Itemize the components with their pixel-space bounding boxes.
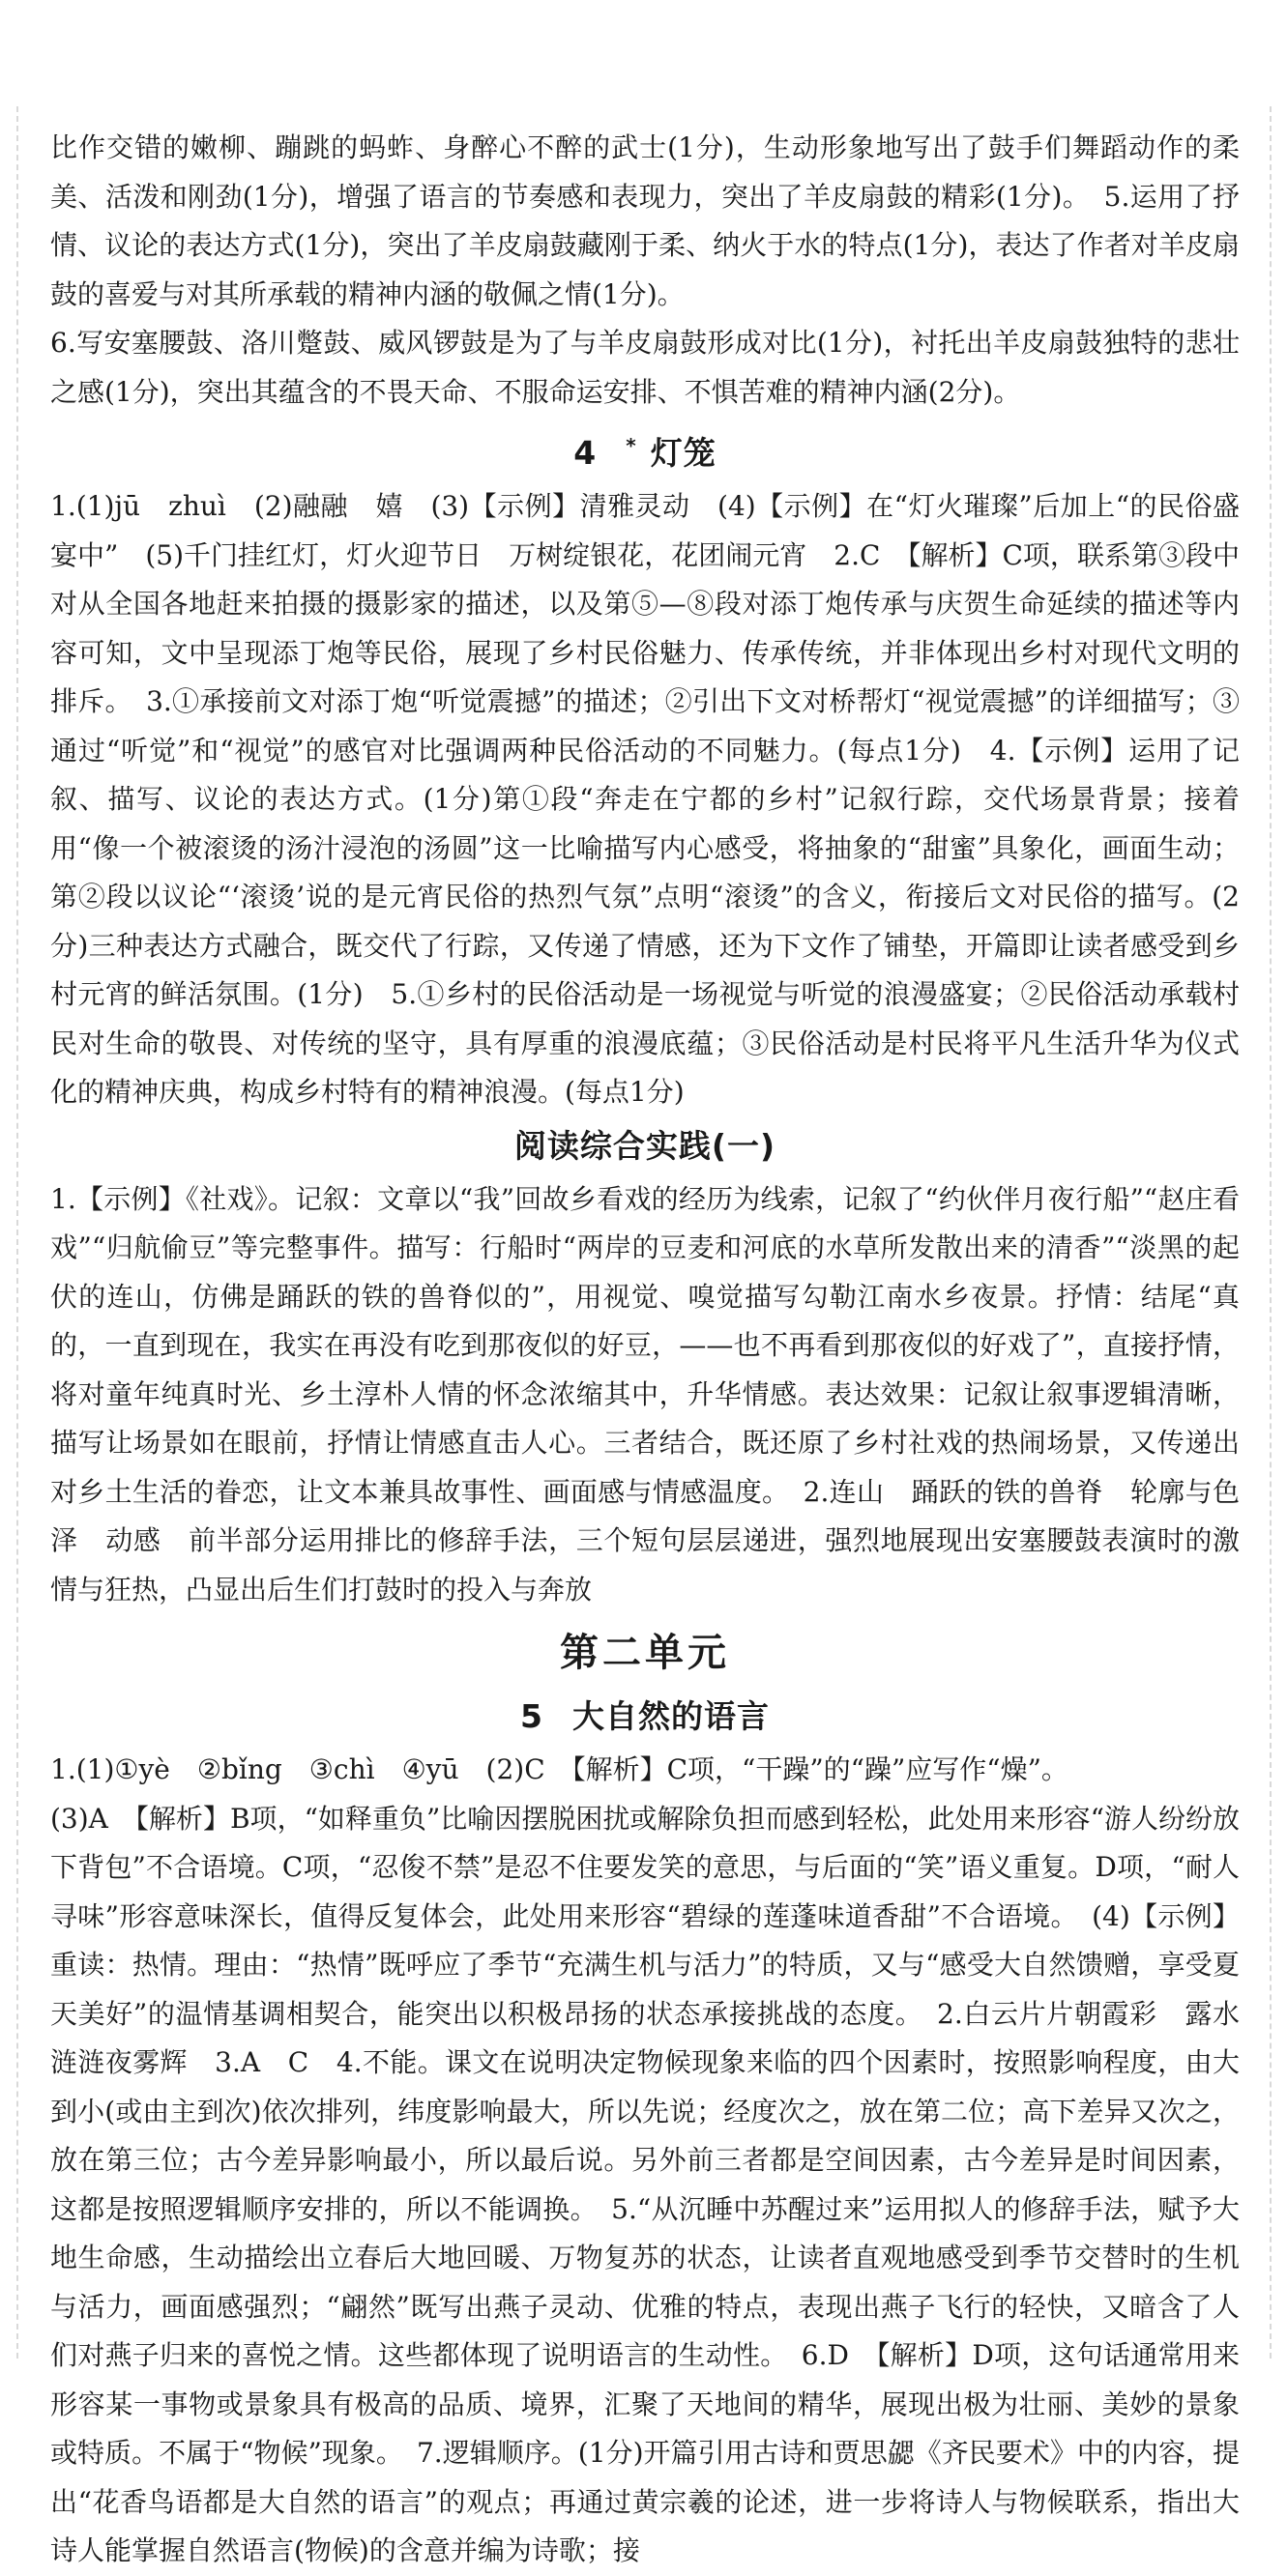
section-body: 1.【示例】《社戏》。记叙：文章以“我”回故乡看戏的经历为线索，记叙了“约伙伴月夜行船”“赵庄看戏”“归航偷豆”等完整事件。描写：行船时“两岸的豆麦和河底的水草所发散出来的清香”“淡黑的起伏的连山，仿佛是踊跃的铁的兽脊似的”，用视觉、嗅觉描写勾勒江南水乡夜景。抒情：结尾“真的，一直到现在，我实在再没有吃到那夜似的好豆，——也不再看到那夜似的好戏了”，直接抒情，将对童年纯真时光、乡土淳朴人情的怀念浓缩其中，升华情感。表达效果：记叙让叙事逻辑清晰，描写让场景如在眼前，抒情让情感直击人心。三者结合，既还原了乡村社戏的热闹场景，又传递出对乡土生活的眷恋，让文本兼具故事性、画面感与情感温度。 2.连山 踊跃的铁的兽脊 轮廓与色泽 动感 前半部分运用排比的修辞手法，三个短句层层递进，强烈地展现出安塞腰鼓表演时的激情与狂热，凸显出后生们打鼓时的投入与奔放 [50, 1182, 1240, 1606]
optional-star: * [626, 434, 637, 457]
section-title: 大自然的语言 [571, 1697, 770, 1735]
right-margin-guide [1270, 106, 1272, 2359]
section-heading-5 [50, 1688, 1240, 1746]
answer-page [50, 124, 1240, 2576]
section-number: 5 [520, 1697, 543, 1735]
section-number: 4 [573, 434, 598, 472]
section-heading-reading [50, 1117, 1240, 1175]
section-body: 1.(1)jū zhuì (2)融融 嬉 (3)【示例】清雅灵动 (4)【示例】在“灯火璀璨”后加上“的民俗盛宴中” (5)千门挂红灯，灯火迎节日 万树绽银花，花团闹元宵 2.C 【解析】C项，联系第③段中对从全国各地赶来拍摄的摄影家的描述，以及第⑤—⑧段对添丁炮传承与庆贺生命延续的描述等内容可知，文中呈现添丁炮等民俗，展现了乡村民俗魅力、传承传统，并非体现出乡村对现代文明的排斥。 3.①承接前文对添丁炮“听觉震撼”的描述；②引出下文对桥帮灯“视觉震撼”的详细描写；③通过“听觉”和“视觉”的感官对比强调两种民俗活动的不同魅力。(每点1分) 4.【示例】运用了记叙、描写、议论的表达方式。(1分)第①段“奔走在宁都的乡村”记叙行踪，交代场景背景；接着用“像一个被滚烫的汤汁浸泡的汤圆”这一比喻描写内心感受，将抽象的“甜蜜”具象化，画面生动；第②段以议论“‘滚烫’说的是元宵民俗的热烈气氛”点明“滚烫”的含义，衔接后文对民俗的描写。(2分)三种表达方式融合，既交代了行踪，又传递了情感，还为下文作了铺垫，开篇即让读者感受到乡村元宵的鲜活氛围。(1分) 5.①乡村的民俗活动是一场视觉与听觉的浪漫盛宴；②民俗活动承载村民对生命的敬畏、对传统的坚守，具有厚重的浪漫底蕴；③民俗活动是村民将平凡生活升华为仪式化的精神庆典，构成乡村特有的精神浪漫。(每点1分) [50, 490, 1240, 1108]
paragraph: (3)A 【解析】B项，“如释重负”比喻因摆脱困扰或解除负担而感到轻松，此处用来形容“游人纷纷放下背包”不合语境。C项，“忍俊不禁”是忍不住要发笑的意思，与后面的“笑”语义重复。D项，“耐人寻味”形容意味深长，值得反复体会，此处用来形容“碧绿的莲蓬味道香甜”不合语境。 (4)【示例】重读：热情。理由：“热情”既呼应了季节“充满生机与活力”的特质，又与“感受大自然馈赠，享受夏天美好”的温情基调相契合，能突出以积极昂扬的状态承接挑战的态度。 2.白云片片朝霞彩 露水涟涟夜雾辉 3.A C 4.不能。课文在说明决定物候现象来临的四个因素时，按照影响程度，由大到小(或由主到次)依次排列，纬度影响最大，所以先说；经度次之，放在第二位；高下差异又次之，放在第三位；古今差异影响最小，所以最后说。另外前三者都是空间因素，古今差异是时间因素，这都是按照逻辑顺序安排的，所以不能调换。 5.“从沉睡中苏醒过来”运用拟人的修辞手法，赋予大地生命感，生动描绘出立春后大地回暖、万物复苏的状态，让读者直观地感受到季节交替时的生机与活力，画面感强烈；“翩然”既写出燕子灵动、优雅的特点，表现出燕子飞行的轻快，又暗含了人们对燕子归来的喜悦之情。这些都体现了说明语言的生动性。 6.D 【解析】D项，这句话通常用来形容某一事物或景象具有极高的品质、境界，汇聚了天地间的精华，展现出极为壮丽、美妙的景象或特质。不属于“物候”现象。 7.逻辑顺序。(1分)开篇引用古诗和贾思勰《齐民要术》中的内容，提出“花香鸟语都是大自然的语言”的观点；再通过黄宗羲的论述，进一步将诗人与物候联系，指出大诗人能掌握自然语言(物候)的含意并编为诗歌；接 [50, 1802, 1240, 2566]
left-margin-guide [16, 106, 18, 2359]
section-heading-4 [50, 417, 1240, 482]
paragraph: 6.写安塞腰鼓、洛川蹩鼓、威风锣鼓是为了与羊皮扇鼓形成对比(1分)，衬托出羊皮扇鼓独特的悲壮之感(1分)，突出其蕴含的不畏天命、不服命运安排、不惧苦难的精神内涵(2分)。 [50, 327, 1240, 408]
section-title: 阅读综合实践(一) [513, 1126, 776, 1165]
section-title: 灯笼 [650, 434, 717, 472]
unit-title: 第二单元 [560, 1631, 730, 1675]
paragraph: 比作交错的嫩柳、蹦跳的蚂蚱、身醉心不醉的武士(1分)，生动形象地写出了鼓手们舞蹈动作的柔美、活泼和刚劲(1分)，增强了语言的节奏感和表现力，突出了羊皮扇鼓的精彩(1分)。 5.运用了抒情、议论的表达方式(1分)，突出了羊皮扇鼓藏刚于柔、纳火于水的特点(1分)，表达了作者对羊皮扇鼓的喜爱与对其所承载的精神内涵的敬佩之情(1分)。 [50, 131, 1240, 310]
paragraph: 1.(1)①yè ②bǐng ③chì ④yū (2)C 【解析】C项，“干躁”的“躁”应写作“燥”。 [50, 1753, 1068, 1785]
